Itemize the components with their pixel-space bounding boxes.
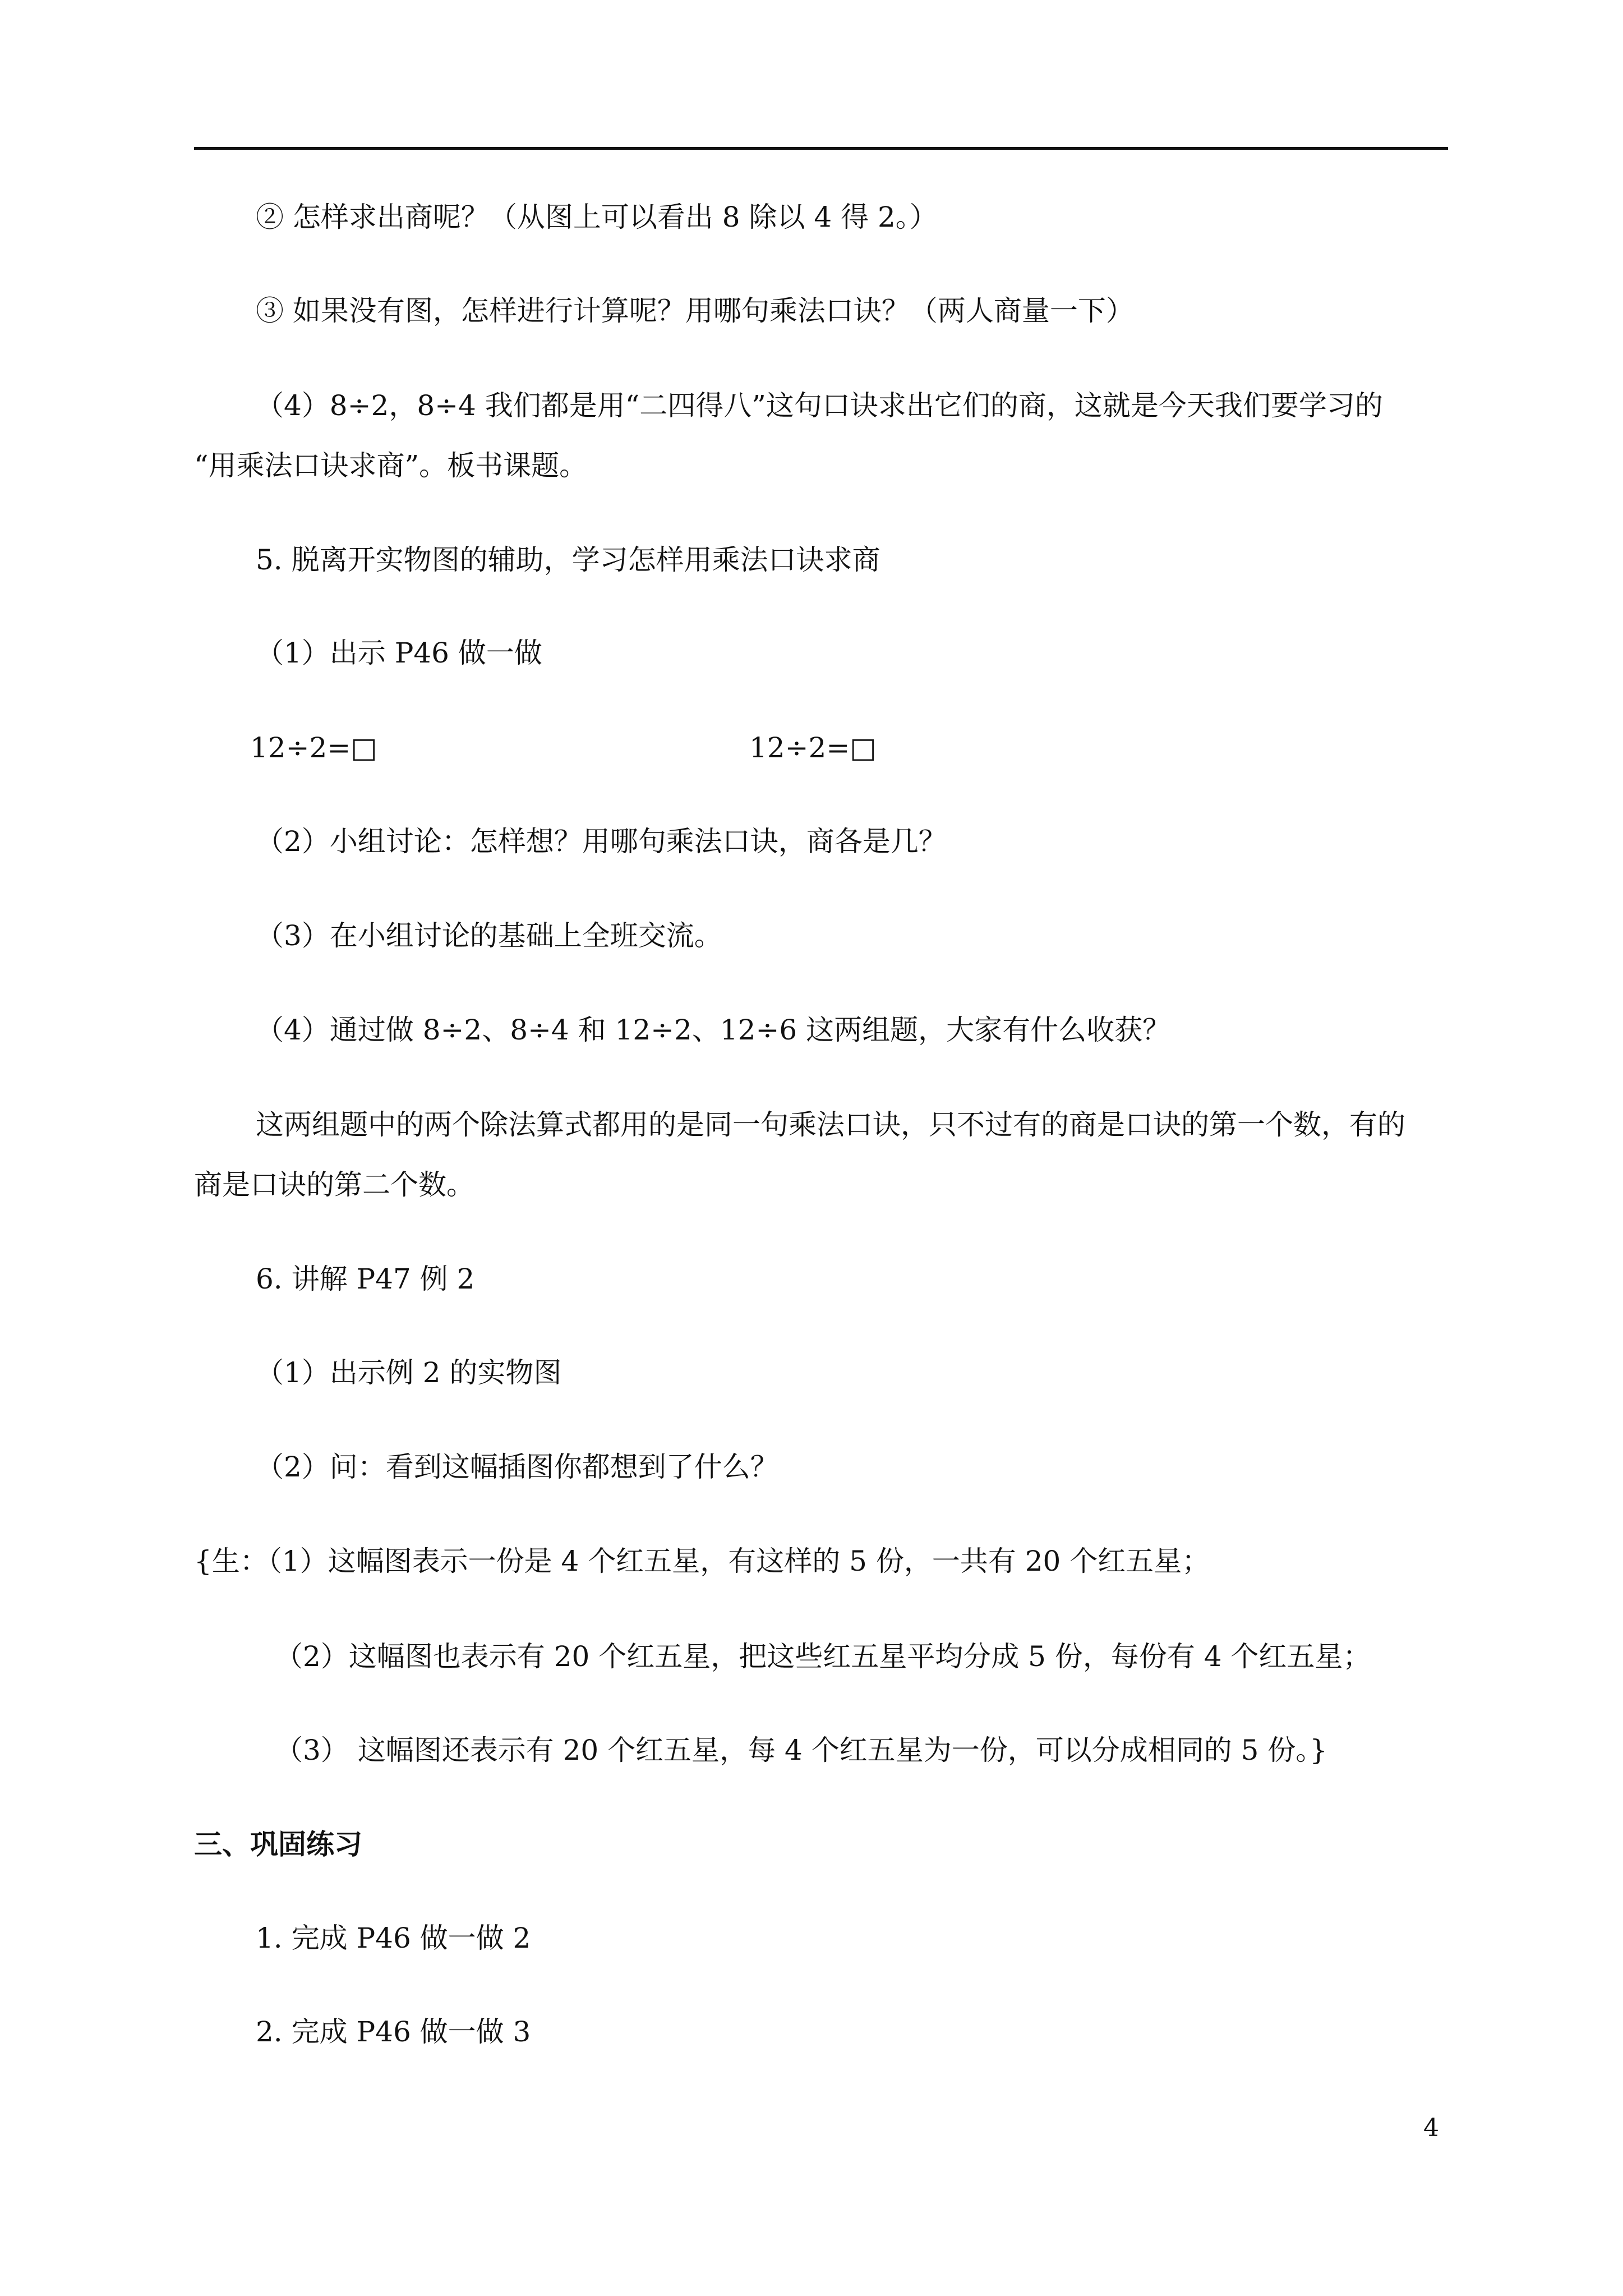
text-line-14: （1）出示例 2 的实物图	[256, 1356, 562, 1389]
text-line-15: （2）问：看到这幅插图你都想到了什么？	[256, 1451, 778, 1483]
text-line-2: ③ 如果没有图，怎样进行计算呢？用哪句乘法口诀？（两人商量一下）	[256, 295, 1134, 327]
text-line-16: {生：（1）这幅图表示一份是 4 个红五星，有这样的 5 份，一共有 20 个红五星；	[194, 1545, 1210, 1577]
text-line-11: 这两组题中的两个除法算式都用的是同一句乘法口诀，只不过有的商是口诀的第一个数，有的	[256, 1108, 1405, 1141]
text-line-10: （4）通过做 8÷2、8÷4 和 12÷2、12÷6 这两组题，大家有什么收获？	[256, 1014, 1171, 1046]
text-line-1: ② 怎样求出商呢？（从图上可以看出 8 除以 4 得 2。）	[256, 201, 938, 233]
text-line-8: （2）小组讨论：怎样想？用哪句乘法口诀，商各是几？	[256, 825, 947, 858]
equation-right: 12÷2=□	[749, 731, 877, 764]
text-line-6: （1）出示 P46 做一做	[256, 637, 542, 669]
text-line-20: 1. 完成 P46 做一做 2	[256, 1922, 531, 1954]
section-6-heading: 6. 讲解 P47 例 2	[256, 1263, 475, 1295]
section-5-heading: 5. 脱离开实物图的辅助，学习怎样用乘法口诀求商	[256, 544, 880, 576]
equation-left: 12÷2=□	[250, 731, 377, 764]
text-line-3: （4）8÷2，8÷4 我们都是用“二四得八”这句口诀求出它们的商，这就是今天我们要学习的	[256, 389, 1383, 422]
text-line-9: （3）在小组讨论的基础上全班交流。	[256, 919, 722, 952]
text-line-12: 商是口诀的第二个数。	[194, 1168, 474, 1201]
section-3-heading: 三、巩固练习	[194, 1828, 362, 1861]
text-line-21: 2. 完成 P46 做一做 3	[256, 2016, 531, 2048]
equation-row	[250, 731, 877, 765]
text-line-18: （3） 这幅图还表示有 20 个红五星，每 4 个红五星为一份，可以分成相同的 5 份。}	[275, 1734, 1328, 1766]
text-line-4: “用乘法口诀求商”。板书课题。	[194, 449, 588, 482]
page-number: 4	[1423, 2114, 1439, 2142]
text-line-17: （2）这幅图也表示有 20 个红五星，把这些红五星平均分成 5 份，每份有 4 个红五星；	[275, 1640, 1371, 1673]
header-rule	[194, 147, 1448, 150]
